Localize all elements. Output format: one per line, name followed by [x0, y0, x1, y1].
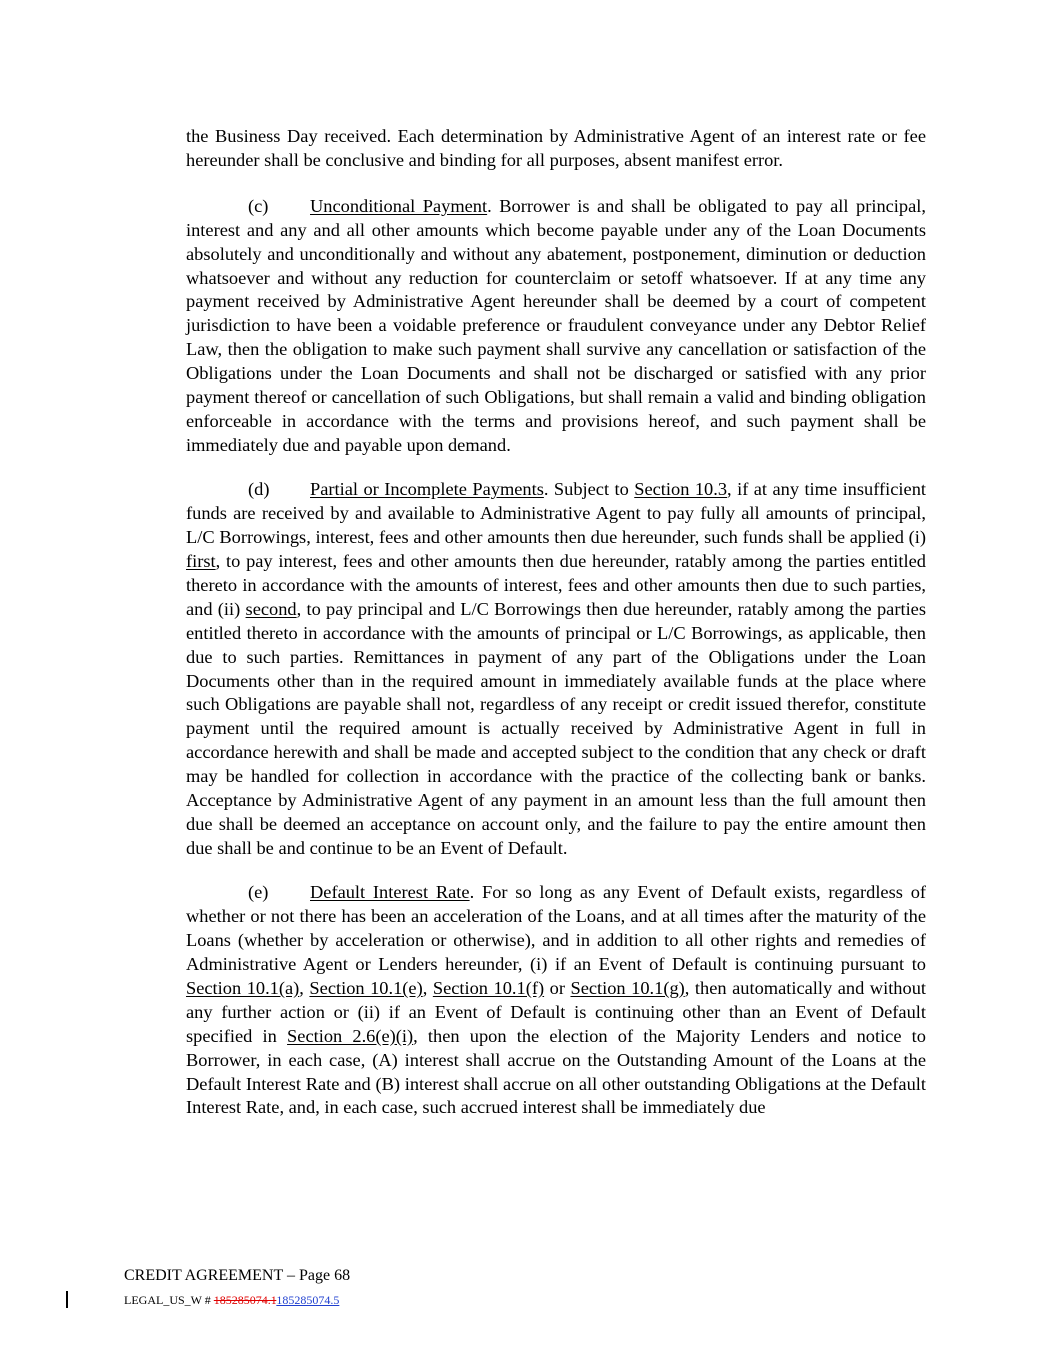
- paragraph-e-text-2: , then automatically and without any further action or (ii) if an Event of Default is continuing other than an Event of Default specified in: [186, 977, 926, 1046]
- footer-id-prefix: LEGAL_US_W #: [124, 1293, 214, 1307]
- paragraph-d-text-3: , to pay interest, fees and other amounts then due hereunder, ratably among the parties entitled thereto in accordance with the amounts of interest, fees and other amounts then due to such parties, and (ii): [186, 551, 926, 619]
- paragraph-d-text-4: , to pay principal and L/C Borrowings then due hereunder, ratably among the parties entitled thereto in accordance with the amounts of principal or L/C Borrowings, as applicable, then due to such parties. Remittances in payment of any part of the Obligations under the Loan Documents other than in the required amount in immediately available funds at the place where such Obligations are payable shall not, regardless of any receipt or credit issued therefor, constitute payment until the required amount is actually received by Administrative Agent in full in accordance herewith and shall be made and accepted subject to the condition that any check or draft may be handled for collection in accordance with the practice of the collecting bank or banks. Acceptance by Administrative Agent of any payment in an amount less than the full amount then due shall be deemed an acceptance on account only, and the failure to pay the entire amount then due shall be and continue to be an Event of Default.: [186, 598, 927, 858]
- paragraph-e-heading: Default Interest Rate: [310, 882, 470, 903]
- paragraph-c: [186, 195, 926, 458]
- section-ref-10-1-a: Section 10.1(a): [186, 977, 300, 998]
- section-ref-10-1-e: Section 10.1(e): [309, 977, 423, 998]
- document-body: [186, 125, 926, 1141]
- paragraph-d-text-1: . Subject to: [543, 479, 635, 500]
- footer-id-deleted: 185285074.1: [213, 1293, 277, 1307]
- paragraph-d-enum: (d): [248, 479, 270, 500]
- separator: ,: [422, 977, 433, 998]
- section-ref-10-1-g: Section 10.1(g): [570, 977, 685, 998]
- paragraph-e-enum: (e): [248, 882, 269, 903]
- paragraph-d: [186, 478, 926, 861]
- first-term: first: [186, 551, 216, 571]
- paragraph-d-text-2: , if at any time insufficient funds are received by and available to Administrative Agent to pay fully all amounts of principal, L/C Borrowings, interest, fees and other amounts then due hereunder, such funds shall be applied (i): [186, 479, 926, 548]
- separator: or: [544, 977, 571, 998]
- footer-id-inserted: 185285074.5: [276, 1293, 340, 1307]
- paragraph-e: [186, 881, 926, 1120]
- paragraph-c-text: . Borrower is and shall be obligated to pay all principal, interest and any and all other amounts which become payable under any of the Loan Documents absolutely and unconditionally and without any abatement, postponement, diminution or deduction whatsoever and without any reduction for counterclaim or setoff whatsoever. If at any time any payment received by Administrative Agent hereunder shall be deemed by a court of competent jurisdiction to have been a voidable preference or fraudulent conveyance under any Debtor Relief Law, then the obligation to make such payment shall survive any cancellation or satisfaction of the Obligations under the Loan Documents and shall not be discharged or satisfied with any prior payment thereof or cancellation of such Obligations, but shall remain a valid and binding obligation enforceable in accordance with the terms and provisions hereof, and such payment shall be immediately due and payable upon demand.: [186, 195, 926, 455]
- paragraph-b-continuation: the Business Day received. Each determination by Administrative Agent of an interest rate or fee hereunder shall be conclusive and binding for all purposes, absent manifest error.: [186, 126, 926, 170]
- separator: ,: [299, 977, 310, 998]
- paragraph-e-text-1: . For so long as any Event of Default exists, regardless of whether or not there has been an acceleration of the Loans, and at all times after the maturity of the Loans (whether by acceleration or otherwise), and in addition to all other rights and remedies of Administrative Agent or Lenders hereunder, (i) if an Event of Default is continuing pursuant to: [186, 882, 927, 974]
- section-ref-10-1-f: Section 10.1(f): [432, 977, 545, 998]
- section-ref-2-6-e-i: Section 2.6(e)(i): [287, 1025, 414, 1046]
- footer-document-id: [124, 1293, 339, 1308]
- revision-change-bar: [66, 1291, 68, 1308]
- second-term: second: [245, 598, 297, 619]
- section-ref-10-3: Section 10.3: [634, 479, 728, 500]
- paragraph-d-heading: Partial or Incomplete Payments: [310, 479, 544, 500]
- footer-page-label: CREDIT AGREEMENT – Page 68: [124, 1267, 351, 1284]
- paragraph-c-heading: Unconditional Payment: [310, 195, 488, 216]
- paragraph-c-enum: (c): [248, 195, 269, 216]
- paragraph-e-text-3: , then upon the election of the Majority Lenders and notice to Borrower, in each case, (A) interest shall accrue on the Outstanding Amount of the Loans at the Default Interest Rate and (B) interest shall accrue on all other outstanding Obligations at the Default Interest Rate, and, in each case, such accrued interest shall be immediately due: [186, 1025, 926, 1118]
